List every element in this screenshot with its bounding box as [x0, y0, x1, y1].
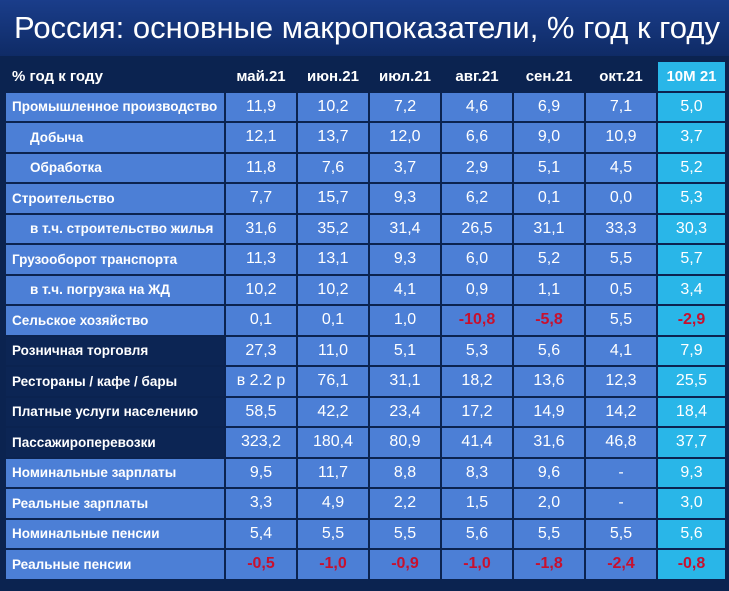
- table-cell: 5,2: [514, 245, 584, 274]
- table-cell: 8,3: [442, 459, 512, 488]
- total-cell: 25,5: [658, 367, 725, 396]
- header-month: сен.21: [514, 62, 584, 91]
- table-row: [6, 306, 725, 335]
- table-cell: 33,3: [586, 215, 656, 244]
- total-cell: 7,9: [658, 337, 725, 366]
- table-cell: 6,2: [442, 184, 512, 213]
- table-cell: 4,1: [586, 337, 656, 366]
- table-cell: 10,2: [298, 93, 368, 122]
- table-cell: 4,9: [298, 489, 368, 518]
- table-cell: 9,3: [370, 184, 440, 213]
- row-label: Реальные зарплаты: [6, 489, 224, 518]
- row-label: Сельское хозяйство: [6, 306, 224, 335]
- table-cell: 7,7: [226, 184, 296, 213]
- table-cell: 13,7: [298, 123, 368, 152]
- table-cell: 7,6: [298, 154, 368, 183]
- row-label: Рестораны / кафе / бары: [6, 367, 224, 396]
- table-cell: 12,0: [370, 123, 440, 152]
- table-cell: 0,1: [514, 184, 584, 213]
- table-row: [6, 154, 725, 183]
- table-cell: 5,5: [298, 520, 368, 549]
- table-cell: 3,7: [370, 154, 440, 183]
- table-cell: 13,1: [298, 245, 368, 274]
- row-label: Реальные пенсии: [6, 550, 224, 579]
- table-cell: 9,6: [514, 459, 584, 488]
- table-row: [6, 93, 725, 122]
- table-cell: 5,6: [442, 520, 512, 549]
- table-cell: -5,8: [514, 306, 584, 335]
- table-row: [6, 215, 725, 244]
- table-cell: 0,1: [226, 306, 296, 335]
- table-row: [6, 337, 725, 366]
- total-cell: 30,3: [658, 215, 725, 244]
- header-row: [6, 62, 725, 91]
- table-cell: 12,1: [226, 123, 296, 152]
- row-label: Промышленное производство: [6, 93, 224, 122]
- table-cell: 8,8: [370, 459, 440, 488]
- table-cell: -1,0: [442, 550, 512, 579]
- row-label: в т.ч. погрузка на ЖД: [6, 276, 224, 305]
- table-cell: 2,2: [370, 489, 440, 518]
- table-row: [6, 245, 725, 274]
- row-label: Строительство: [6, 184, 224, 213]
- table-cell: 10,9: [586, 123, 656, 152]
- total-cell: -0,8: [658, 550, 725, 579]
- row-label: в т.ч. строительство жилья: [6, 215, 224, 244]
- table-row: [6, 276, 725, 305]
- table-cell: 76,1: [298, 367, 368, 396]
- table-cell: 180,4: [298, 428, 368, 457]
- table-cell: 323,2: [226, 428, 296, 457]
- table-cell: 14,2: [586, 398, 656, 427]
- table-row: [6, 520, 725, 549]
- table-cell: 31,1: [514, 215, 584, 244]
- total-cell: 3,4: [658, 276, 725, 305]
- table-cell: 2,0: [514, 489, 584, 518]
- table-cell: 10,2: [298, 276, 368, 305]
- header-total: 10М 21: [658, 62, 725, 91]
- row-label: Обработка: [6, 154, 224, 183]
- table-cell: -: [586, 459, 656, 488]
- row-label: Добыча: [6, 123, 224, 152]
- table-cell: 31,4: [370, 215, 440, 244]
- table-cell: -10,8: [442, 306, 512, 335]
- header-month: окт.21: [586, 62, 656, 91]
- table-cell: 1,0: [370, 306, 440, 335]
- table-row: [6, 428, 725, 457]
- total-cell: -2,9: [658, 306, 725, 335]
- table-cell: 31,1: [370, 367, 440, 396]
- table-cell: -: [586, 489, 656, 518]
- table-row: [6, 398, 725, 427]
- table-cell: 4,5: [586, 154, 656, 183]
- header-month: авг.21: [442, 62, 512, 91]
- table-cell: -0,5: [226, 550, 296, 579]
- table-cell: 7,1: [586, 93, 656, 122]
- table-cell: 41,4: [442, 428, 512, 457]
- table-cell: 5,5: [370, 520, 440, 549]
- row-label: Пассажироперевозки: [6, 428, 224, 457]
- row-label: Номинальные пенсии: [6, 520, 224, 549]
- table-cell: 5,5: [586, 520, 656, 549]
- table-cell: 9,3: [370, 245, 440, 274]
- table-cell: 5,1: [514, 154, 584, 183]
- header-month: май.21: [226, 62, 296, 91]
- table-cell: 2,9: [442, 154, 512, 183]
- table-cell: 35,2: [298, 215, 368, 244]
- header-month: июн.21: [298, 62, 368, 91]
- table-cell: -1,8: [514, 550, 584, 579]
- table-cell: 46,8: [586, 428, 656, 457]
- total-cell: 5,2: [658, 154, 725, 183]
- table-cell: 12,3: [586, 367, 656, 396]
- table-cell: 31,6: [226, 215, 296, 244]
- table-row: [6, 367, 725, 396]
- total-cell: 37,7: [658, 428, 725, 457]
- table-row: [6, 489, 725, 518]
- table-cell: 27,3: [226, 337, 296, 366]
- table-cell: 5,3: [442, 337, 512, 366]
- table-cell: 5,6: [514, 337, 584, 366]
- total-cell: 5,7: [658, 245, 725, 274]
- total-cell: 5,0: [658, 93, 725, 122]
- table-cell: 11,3: [226, 245, 296, 274]
- table-cell: 42,2: [298, 398, 368, 427]
- row-label: Платные услуги населению: [6, 398, 224, 427]
- table-row: [6, 459, 725, 488]
- table-cell: 9,0: [514, 123, 584, 152]
- table-cell: 15,7: [298, 184, 368, 213]
- total-cell: 3,7: [658, 123, 725, 152]
- table-cell: 0,9: [442, 276, 512, 305]
- table-cell: 31,6: [514, 428, 584, 457]
- table-cell: -0,9: [370, 550, 440, 579]
- total-cell: 9,3: [658, 459, 725, 488]
- table-row: [6, 184, 725, 213]
- table-cell: 9,5: [226, 459, 296, 488]
- table-row: [6, 550, 725, 579]
- total-cell: 18,4: [658, 398, 725, 427]
- table-cell: 1,5: [442, 489, 512, 518]
- table-cell: 5,5: [586, 306, 656, 335]
- table-cell: 1,1: [514, 276, 584, 305]
- total-cell: 5,3: [658, 184, 725, 213]
- table-cell: 10,2: [226, 276, 296, 305]
- table-row: [6, 123, 725, 152]
- table-cell: 11,7: [298, 459, 368, 488]
- table-cell: 5,5: [586, 245, 656, 274]
- row-label: Номинальные зарплаты: [6, 459, 224, 488]
- table-cell: 14,9: [514, 398, 584, 427]
- total-cell: 5,6: [658, 520, 725, 549]
- table-cell: 18,2: [442, 367, 512, 396]
- table-cell: 80,9: [370, 428, 440, 457]
- table-cell: 11,9: [226, 93, 296, 122]
- table-cell: 26,5: [442, 215, 512, 244]
- table-cell: 0,1: [298, 306, 368, 335]
- table-cell: -2,4: [586, 550, 656, 579]
- table-cell: 5,4: [226, 520, 296, 549]
- table-cell: 7,2: [370, 93, 440, 122]
- row-label: Грузооборот транспорта: [6, 245, 224, 274]
- macro-indicators-table: [4, 60, 727, 581]
- table-cell: 5,1: [370, 337, 440, 366]
- header-month: июл.21: [370, 62, 440, 91]
- table-cell: 6,0: [442, 245, 512, 274]
- table-cell: в 2.2 р: [226, 367, 296, 396]
- total-cell: 3,0: [658, 489, 725, 518]
- table-cell: 58,5: [226, 398, 296, 427]
- table-cell: 0,0: [586, 184, 656, 213]
- table-cell: 11,0: [298, 337, 368, 366]
- table-cell: 3,3: [226, 489, 296, 518]
- table-cell: 17,2: [442, 398, 512, 427]
- table-cell: 13,6: [514, 367, 584, 396]
- header-label: % год к году: [6, 62, 224, 91]
- table-cell: -1,0: [298, 550, 368, 579]
- page-title: Россия: основные макропоказатели, % год к году: [0, 0, 729, 56]
- table-cell: 11,8: [226, 154, 296, 183]
- table-cell: 0,5: [586, 276, 656, 305]
- table-cell: 4,6: [442, 93, 512, 122]
- table-cell: 6,6: [442, 123, 512, 152]
- table-cell: 5,5: [514, 520, 584, 549]
- table-cell: 23,4: [370, 398, 440, 427]
- table-cell: 6,9: [514, 93, 584, 122]
- table-cell: 4,1: [370, 276, 440, 305]
- row-label: Розничная торговля: [6, 337, 224, 366]
